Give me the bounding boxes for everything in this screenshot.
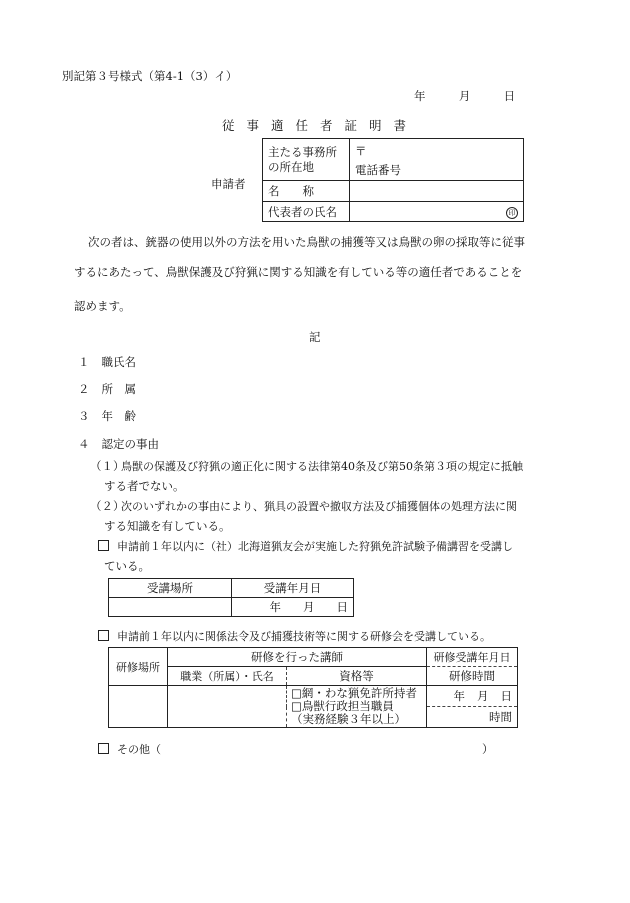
training-date-header: 研修受講年月日 [427,648,518,667]
option-1-checkbox[interactable] [98,540,109,551]
qualification-header: 資格等 [287,667,427,686]
lecture-date-header: 受講年月日 [232,579,354,598]
training-place-value[interactable] [109,686,168,728]
item-4 [78,436,159,452]
training-hours-header: 研修時間 [427,667,518,686]
date-year: 年 [414,89,426,103]
lecture-date-year: 年 [269,600,281,614]
reason-2-number: （２） [90,499,125,513]
training-date-year: 年 [453,689,465,703]
option-3[interactable] [98,741,161,757]
date-month: 月 [458,89,471,103]
option-1[interactable] [98,538,513,554]
date-line [414,88,515,104]
representative-label: 代表者の氏名 [263,202,350,222]
item-1 [78,354,136,370]
lecture-table [108,578,354,617]
qual-item-2[interactable]: □鳥獣行政担当職員 [291,699,394,713]
option-1-line-2: ている。 [104,559,150,573]
reason-1-line-1: 鳥獣の保護及び狩猟の適正化に関する法律第40条及び第50条第３項の規定に抵触 [121,460,523,473]
reason-2-line-2: する知識を有している。 [104,519,231,533]
item-2 [78,381,136,397]
option-2-text: 申請前１年以内に関係法令及び捕獲技術等に関する研修会を受講している。 [117,630,491,643]
option-2-checkbox[interactable] [98,630,109,641]
option-1-line-1: 申請前１年以内に（社）北海道猟友会が実施した狩猟免許試験予備講習を受講し [117,540,513,553]
qualification-value[interactable] [287,686,427,728]
applicant-label: 申請者 [211,177,246,191]
address-label: 主たる事務所の所在地 [263,139,350,181]
item-number: １ [78,355,90,369]
date-day: 日 [503,89,516,103]
qual-item-1[interactable]: □網・わな猟免許所持者 [291,686,417,700]
address-value[interactable] [350,139,524,181]
instructor-header: 研修を行った講師 [168,648,427,667]
name-value[interactable] [350,181,524,202]
ki-mark: 記 [309,330,321,344]
training-place-header: 研修場所 [109,648,168,686]
body-line-3: 認めます。 [74,299,131,313]
item-3 [78,408,136,424]
lecture-date-day: 日 [336,600,348,614]
name-label: 名 称 [263,181,350,202]
instructor-job-value[interactable] [168,686,287,728]
item-number: ３ [78,409,90,423]
item-label: 所 属 [101,382,136,396]
item-label: 年 齢 [101,409,136,423]
reason-1-number: （１） [90,459,125,473]
item-label: 認定の事由 [101,437,159,451]
qual-item-3: （実務経験３年以上） [291,712,406,726]
lecture-place-value[interactable] [109,598,232,617]
item-label: 職氏名 [101,355,136,369]
form-reference: 別記第３号様式（第4-1（3）イ） [62,69,238,83]
body-line-1: 次の者は、銃器の使用以外の方法を用いた鳥獣の捕獲等又は鳥獣の卵の採取等に従事 [88,235,525,249]
training-date-month: 月 [477,689,489,703]
representative-value[interactable] [350,202,524,222]
training-date-day: 日 [500,689,512,703]
phone-label: 電話番号 [355,163,401,177]
instructor-job-header: 職業（所属）・氏名 [168,667,287,686]
document-title: 従事適任者証明書 [222,118,419,133]
postal-mark: 〒 [355,144,367,158]
training-hours-unit: 時間 [489,710,512,724]
training-hours-value[interactable] [427,707,518,728]
lecture-place-header: 受講場所 [109,579,232,598]
body-line-2: するにあたって、鳥獣保護及び狩猟に関する知識を有している等の適任者であることを [74,265,523,279]
applicant-table [262,138,524,222]
item-number: ４ [78,437,90,451]
training-table [108,647,518,728]
reason-1-line-2: する者でない。 [104,479,185,493]
lecture-date-value[interactable] [232,598,354,617]
option-3-label: その他（ [117,743,161,756]
lecture-date-month: 月 [303,600,315,614]
option-3-checkbox[interactable] [98,743,109,754]
option-3-close: ） [482,742,494,756]
item-number: ２ [78,382,90,396]
option-2[interactable] [98,628,491,644]
seal-icon: 印 [506,207,518,219]
reason-2-line-1: 次のいずれかの事由により、猟具の設置や撤収方法及び捕獲個体の処理方法に関 [121,500,517,513]
training-date-value[interactable] [427,686,518,707]
